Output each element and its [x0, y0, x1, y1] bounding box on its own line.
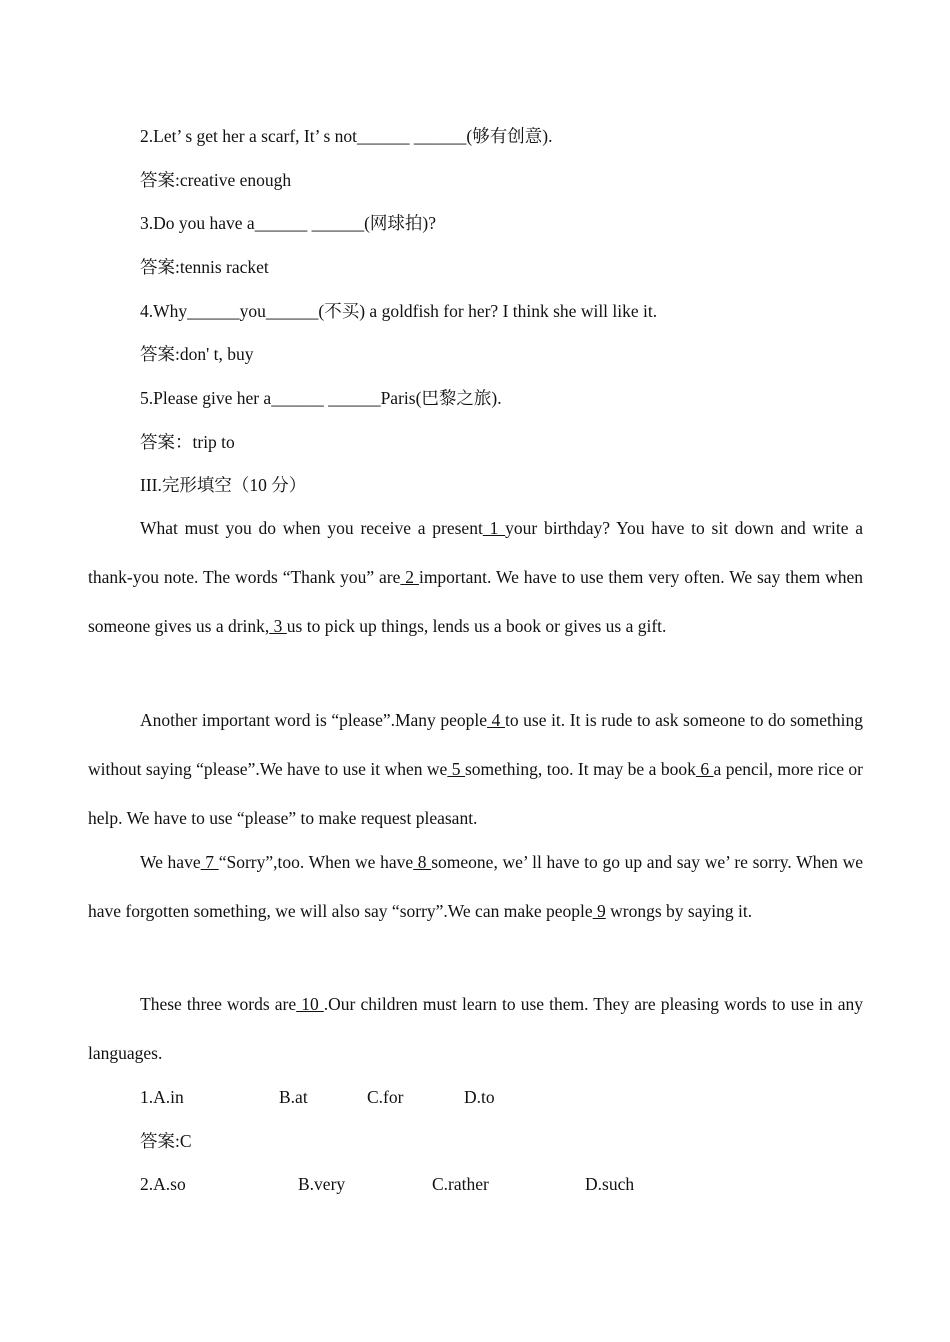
cloze-text: something, too. It may be a book: [465, 759, 696, 779]
cloze-paragraph-4: [88, 980, 863, 1078]
cloze-text: important. We have to use them very often. We say them when someone gives us a drink,: [88, 567, 864, 636]
cloze-blank-4: 4: [487, 710, 505, 730]
option-d: D.to: [464, 1087, 495, 1107]
cloze-paragraph-2: [88, 696, 863, 843]
cloze-text: a pencil, more rice or help. We have to use “please” to make request pleasant.: [88, 759, 864, 828]
cloze-text: “Sorry”,too. When we have: [218, 852, 414, 872]
answer-5: 答案：trip to: [140, 432, 235, 452]
cloze-paragraph-3: [88, 838, 863, 936]
cloze-blank-1: 1: [482, 518, 506, 538]
option-c: C.rather: [432, 1174, 489, 1194]
cloze-blank-7: 7: [200, 852, 219, 872]
answer-2: 答案:creative enough: [140, 170, 292, 190]
cloze-text: These three words are: [140, 994, 297, 1014]
mc-answer-1: 答案:C: [140, 1131, 192, 1151]
cloze-blank-2: 2: [400, 567, 419, 587]
section-heading: III.完形填空（10 分）: [140, 475, 307, 495]
cloze-text: us to pick up things, lends us a book or gives us a gift.: [286, 616, 667, 636]
cloze-text: someone, we’ ll have to go up and say we’ re sorry. When we have forgotten something, we will also say “sorry”.We can make people: [88, 852, 864, 921]
cloze-blank-8: 8: [413, 852, 432, 872]
cloze-blank-6: 6: [695, 759, 714, 779]
option-a: 1.A.in: [140, 1087, 184, 1107]
cloze-blank-9: 9: [592, 901, 606, 921]
answer-3: 答案:tennis racket: [140, 257, 269, 277]
option-a: 2.A.so: [140, 1174, 186, 1194]
option-d: D.such: [585, 1174, 635, 1194]
cloze-text: Another important word is “please”.Many people: [140, 710, 488, 730]
cloze-text: We have: [140, 852, 201, 872]
cloze-text: What must you do when you receive a present: [140, 518, 483, 538]
option-b: B.very: [298, 1174, 346, 1194]
cloze-blank-10: 10: [296, 994, 324, 1014]
cloze-text: your birthday? You have to sit down and write a thank-you note. The words “Thank you” are: [88, 518, 863, 587]
cloze-blank-3: 3: [269, 616, 287, 636]
cloze-text: .Our children must learn to use them. They are pleasing words to use in any languages.: [88, 994, 863, 1063]
option-c: C.for: [367, 1087, 404, 1107]
cloze-text: wrongs by saying it.: [605, 901, 753, 921]
question-3: 3.Do you have a______ ______(网球拍)?: [140, 213, 436, 233]
option-b: B.at: [279, 1087, 308, 1107]
answer-4: 答案:don' t, buy: [140, 344, 254, 364]
cloze-text: to use it. It is rude to ask someone to do something without saying “please”.We have to use it when we: [88, 710, 864, 779]
question-5: 5.Please give her a______ ______Paris(巴黎之旅).: [140, 388, 502, 408]
cloze-blank-5: 5: [447, 759, 465, 779]
question-2: 2.Let’ s get her a scarf, It’ s not______ ______(够有创意).: [140, 126, 553, 146]
question-4: 4.Why______you______(不买) a goldfish for her? I think she will like it.: [140, 301, 658, 321]
cloze-paragraph-1: [88, 504, 863, 651]
